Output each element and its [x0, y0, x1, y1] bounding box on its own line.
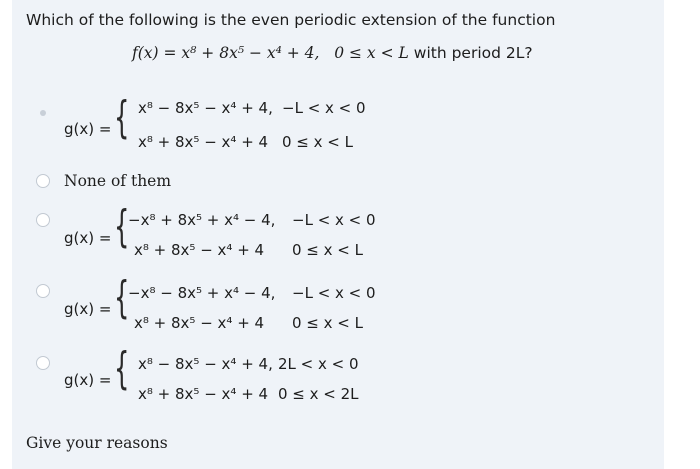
option-1-row-1: x⁸ − 8x⁵ − x⁴ + 4, — [138, 99, 273, 117]
option-3-row-2: x⁸ + 8x⁵ − x⁴ + 4 — [134, 241, 265, 259]
option-5-row-2: x⁸ + 8x⁵ − x⁴ + 4 — [138, 385, 269, 403]
option-1-cond-2: 0 ≤ x < L — [282, 133, 353, 151]
brace-icon: { — [114, 272, 130, 323]
page-margin — [664, 0, 700, 469]
option-4-row-2: x⁸ + 8x⁵ − x⁴ + 4 — [134, 314, 265, 332]
radio-selected-indicator[interactable] — [40, 110, 46, 116]
radio-button[interactable] — [36, 174, 50, 188]
option-5-cond-1: 2L < x < 0 — [278, 355, 359, 373]
option-4-cond-1: −L < x < 0 — [292, 284, 376, 302]
function-period: with period 2L? — [413, 44, 533, 62]
radio-button[interactable] — [36, 356, 50, 370]
option-1-label: g(x) = — [64, 120, 112, 138]
option-3-label: g(x) = — [64, 229, 112, 247]
brace-icon: { — [114, 343, 130, 394]
function-formula: f(x) = x⁸ + 8x⁵ − x⁴ + 4, — [132, 44, 320, 62]
option-3-row-1: −x⁸ + 8x⁵ + x⁴ − 4, — [128, 211, 276, 229]
brace-icon: { — [114, 92, 130, 143]
radio-button[interactable] — [36, 213, 50, 227]
function-definition — [132, 44, 533, 62]
option-5-row-1: x⁸ − 8x⁵ − x⁴ + 4, — [138, 355, 273, 373]
option-3-cond-1: −L < x < 0 — [292, 211, 376, 229]
option-1-row-2: x⁸ + 8x⁵ − x⁴ + 4 — [138, 133, 269, 151]
reasons-prompt: Give your reasons — [26, 434, 168, 452]
option-3-cond-2: 0 ≤ x < L — [292, 241, 363, 259]
option-5-label: g(x) = — [64, 371, 112, 389]
option-4-label: g(x) = — [64, 300, 112, 318]
brace-icon: { — [114, 201, 130, 252]
radio-button[interactable] — [36, 284, 50, 298]
option-4-row-1: −x⁸ − 8x⁵ + x⁴ − 4, — [128, 284, 276, 302]
option-1-cond-1: −L < x < 0 — [282, 99, 366, 117]
option-4-cond-2: 0 ≤ x < L — [292, 314, 363, 332]
question-text: Which of the following is the even periodic extension of the function — [26, 11, 556, 29]
option-5-cond-2: 0 ≤ x < 2L — [278, 385, 359, 403]
function-domain: 0 ≤ x < L — [334, 44, 409, 62]
option-2-text: None of them — [64, 172, 172, 190]
